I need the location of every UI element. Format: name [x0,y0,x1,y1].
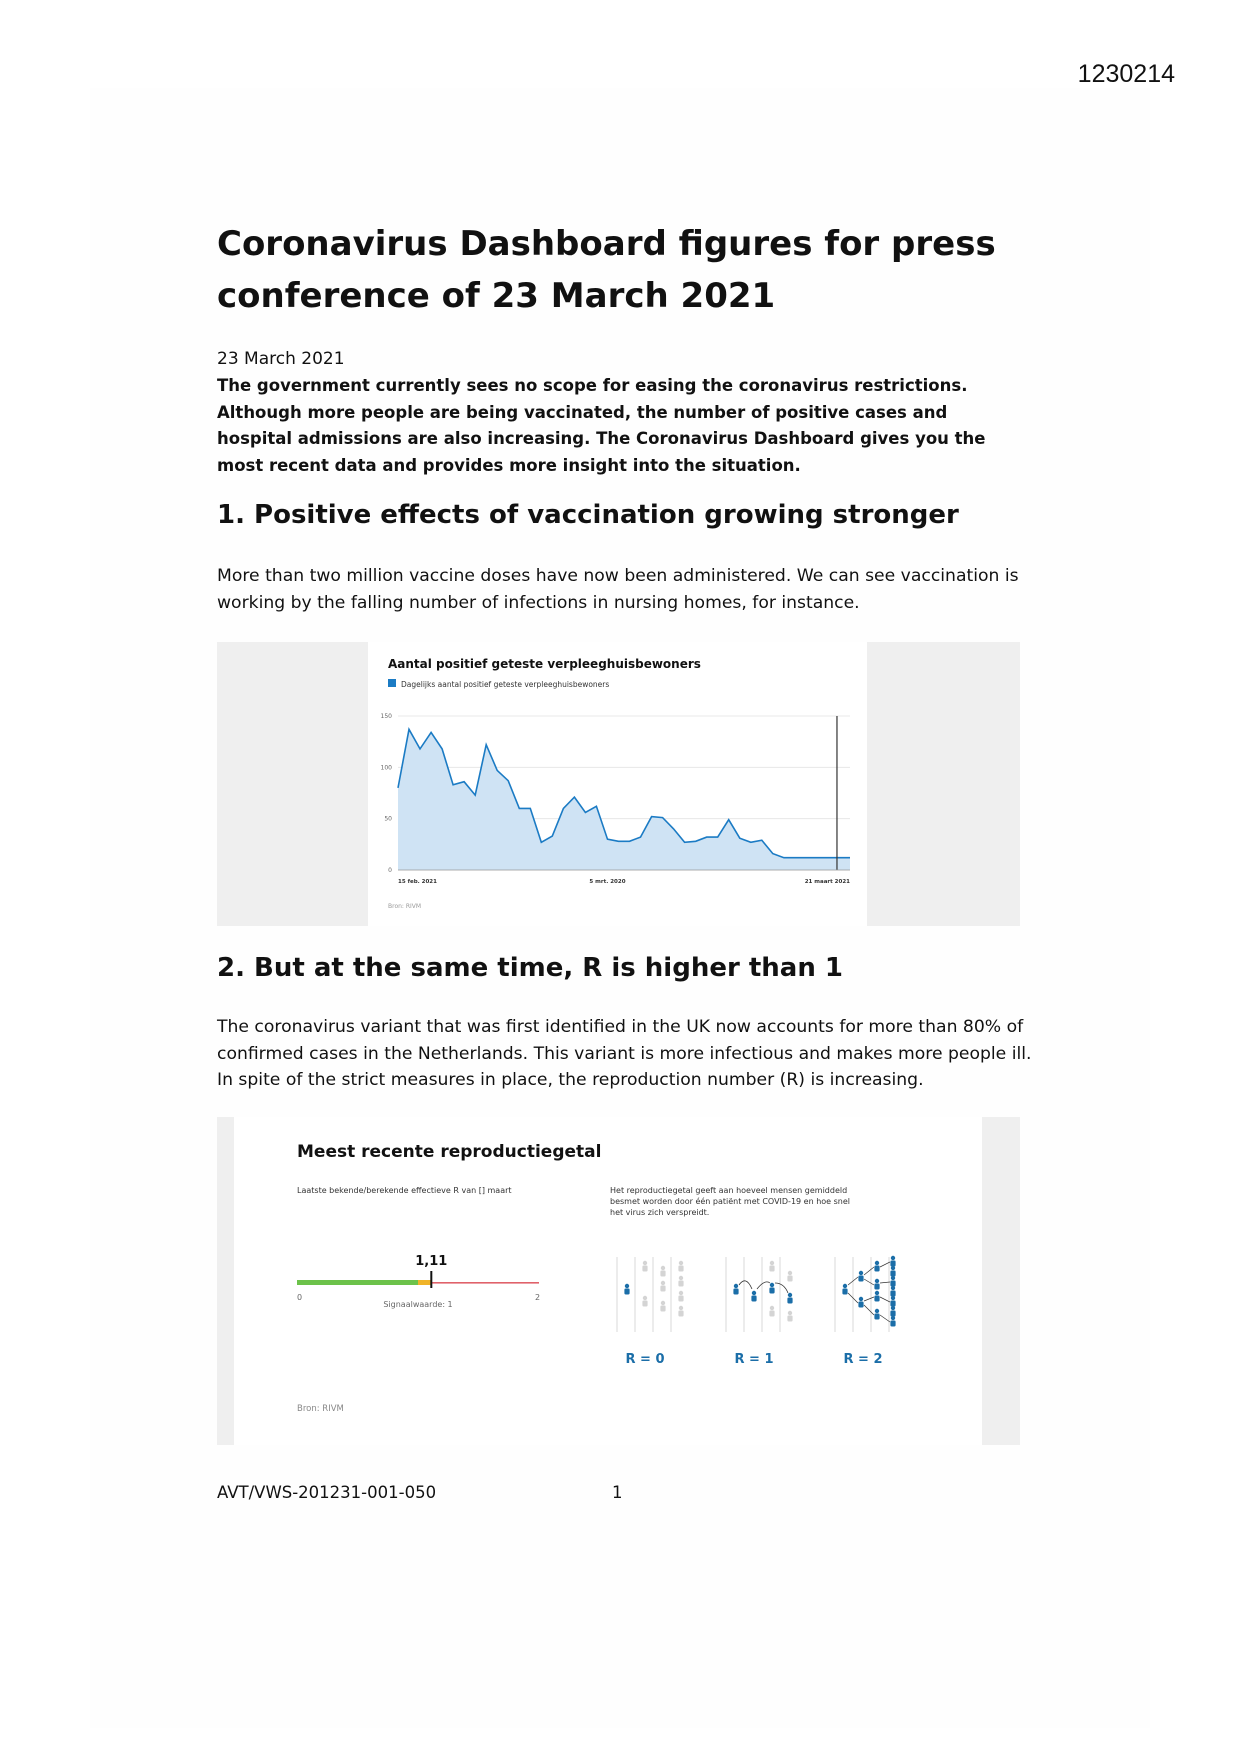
uninfected-icon [678,1306,683,1317]
reproduction-number-panel [217,1117,1020,1445]
uninfected-icon [660,1281,665,1292]
r-explanation: Het reproductiegetal geeft aan hoeveel mensen gemiddeld besmet worden door één patiënt met COVID-19 en hoe snel het virus zich verspreidt. [610,1186,851,1217]
infected-icon [787,1293,792,1304]
spread-arrow [864,1297,874,1301]
uninfected-icon [660,1301,665,1312]
infected-icon [751,1291,756,1302]
infected-icon [858,1297,863,1308]
legend-label: Dagelijks aantal positief geteste verpleeghuisbewoners [401,680,610,689]
reproduction-number-figure [234,1117,982,1445]
x-tick-label: 21 maart 2021 [804,879,850,885]
footer-page-number: 1 [612,1483,623,1502]
infected-icon [890,1276,895,1287]
infected-icon [890,1296,895,1307]
infected-icon [858,1271,863,1282]
section-2-heading: 2. But at the same time, R is higher than 1 [217,953,843,983]
nursing-home-chart [368,642,867,926]
lead-paragraph: The government currently sees no scope for easing the coronavirus restrictions. Although more people are being vaccinated, the number of positive cases and hospital admissions are also increasing. The Coronavirus Dashboard gives you the most recent data and provides more insight into the situation. [217,376,986,475]
patient-icon [842,1284,847,1295]
uninfected-icon [678,1276,683,1287]
spread-arrow [864,1279,874,1285]
nursing-home-chart-panel [217,642,1020,926]
document-id: 1230214 [1077,60,1175,88]
uninfected-icon [678,1261,683,1272]
infected-icon [890,1256,895,1267]
chart-title: Aantal positief geteste verpleeghuisbewoners [388,657,701,671]
y-tick-label: 150 [380,713,392,720]
y-tick-label: 50 [384,815,392,823]
spread-arrow [775,1283,788,1293]
section-1-heading: 1. Positive effects of vaccination growing stronger [217,500,959,530]
uninfected-icon [642,1261,647,1272]
section-1-text: More than two million vaccine doses have now been administered. We can see vaccination is working by the falling number of infections in nursing homes, for instance. [217,566,1019,613]
reproduction-number-card [234,1117,982,1445]
uninfected-icon [787,1311,792,1322]
series-area [398,729,850,870]
r-title: Meest recente reproductiegetal [297,1142,602,1162]
page-title: Coronavirus Dashboard figures for press conference of 23 March 2021 [217,224,996,316]
gauge-value-label: 1,11 [415,1254,448,1269]
gauge-min-label: 0 [297,1293,303,1302]
infected-icon [890,1266,895,1277]
publication-date: 23 March 2021 [217,349,345,369]
uninfected-icon [660,1266,665,1277]
infected-icon [769,1283,774,1294]
gauge-good-segment [297,1280,418,1285]
x-tick-label: 15 feb. 2021 [398,879,437,885]
gauge-threshold-label: Signaalwaarde: 1 [383,1300,453,1309]
nursing-home-chart-card [368,642,867,926]
r-subtitle: Laatste bekende/berekende effectieve R van [] maart [297,1186,512,1195]
spread-arrow [864,1305,874,1315]
infected-icon [890,1286,895,1297]
spread-arrow [739,1281,752,1289]
gauge-warn-segment [418,1280,431,1285]
gauge-bad-segment [431,1282,539,1284]
scenario-label-r0: R = 0 [625,1352,665,1367]
uninfected-icon [769,1306,774,1317]
footer-document-code: AVT/VWS-201231-001-050 [217,1483,437,1502]
spread-arrow [864,1267,874,1275]
uninfected-icon [769,1261,774,1272]
x-tick-label: 5 mrt. 2020 [589,879,626,885]
infected-icon [890,1306,895,1317]
y-tick-label: 100 [380,764,392,772]
y-axis [381,713,393,874]
section-2-text: The coronavirus variant that was first identified in the UK now accounts for more than 80% of confirmed cases in the Netherlands. This variant is more infectious and makes more people ill. In spite of the strict measures in place, the reproduction number (R) is increasing. [217,1017,1032,1090]
x-axis [398,870,850,885]
infected-icon [874,1291,879,1302]
y-tick-label: 0 [388,867,392,874]
uninfected-icon [787,1271,792,1282]
uninfected-icon [678,1291,683,1302]
patient-icon [733,1284,738,1295]
infected-icon [874,1279,879,1290]
chart-source: Bron: RIVM [388,903,422,910]
scenario-label-r2: R = 2 [843,1352,883,1367]
legend-swatch [388,679,396,687]
gauge-max-label: 2 [535,1293,541,1302]
infected-icon [874,1261,879,1272]
patient-icon [624,1284,629,1295]
uninfected-icon [642,1296,647,1307]
scenario-label-r1: R = 1 [734,1352,774,1367]
scenario-illustrations [617,1256,896,1332]
spread-arrow [757,1282,770,1289]
infected-icon [874,1309,879,1320]
r-source: Bron: RIVM [297,1404,344,1414]
infected-icon [890,1316,895,1327]
